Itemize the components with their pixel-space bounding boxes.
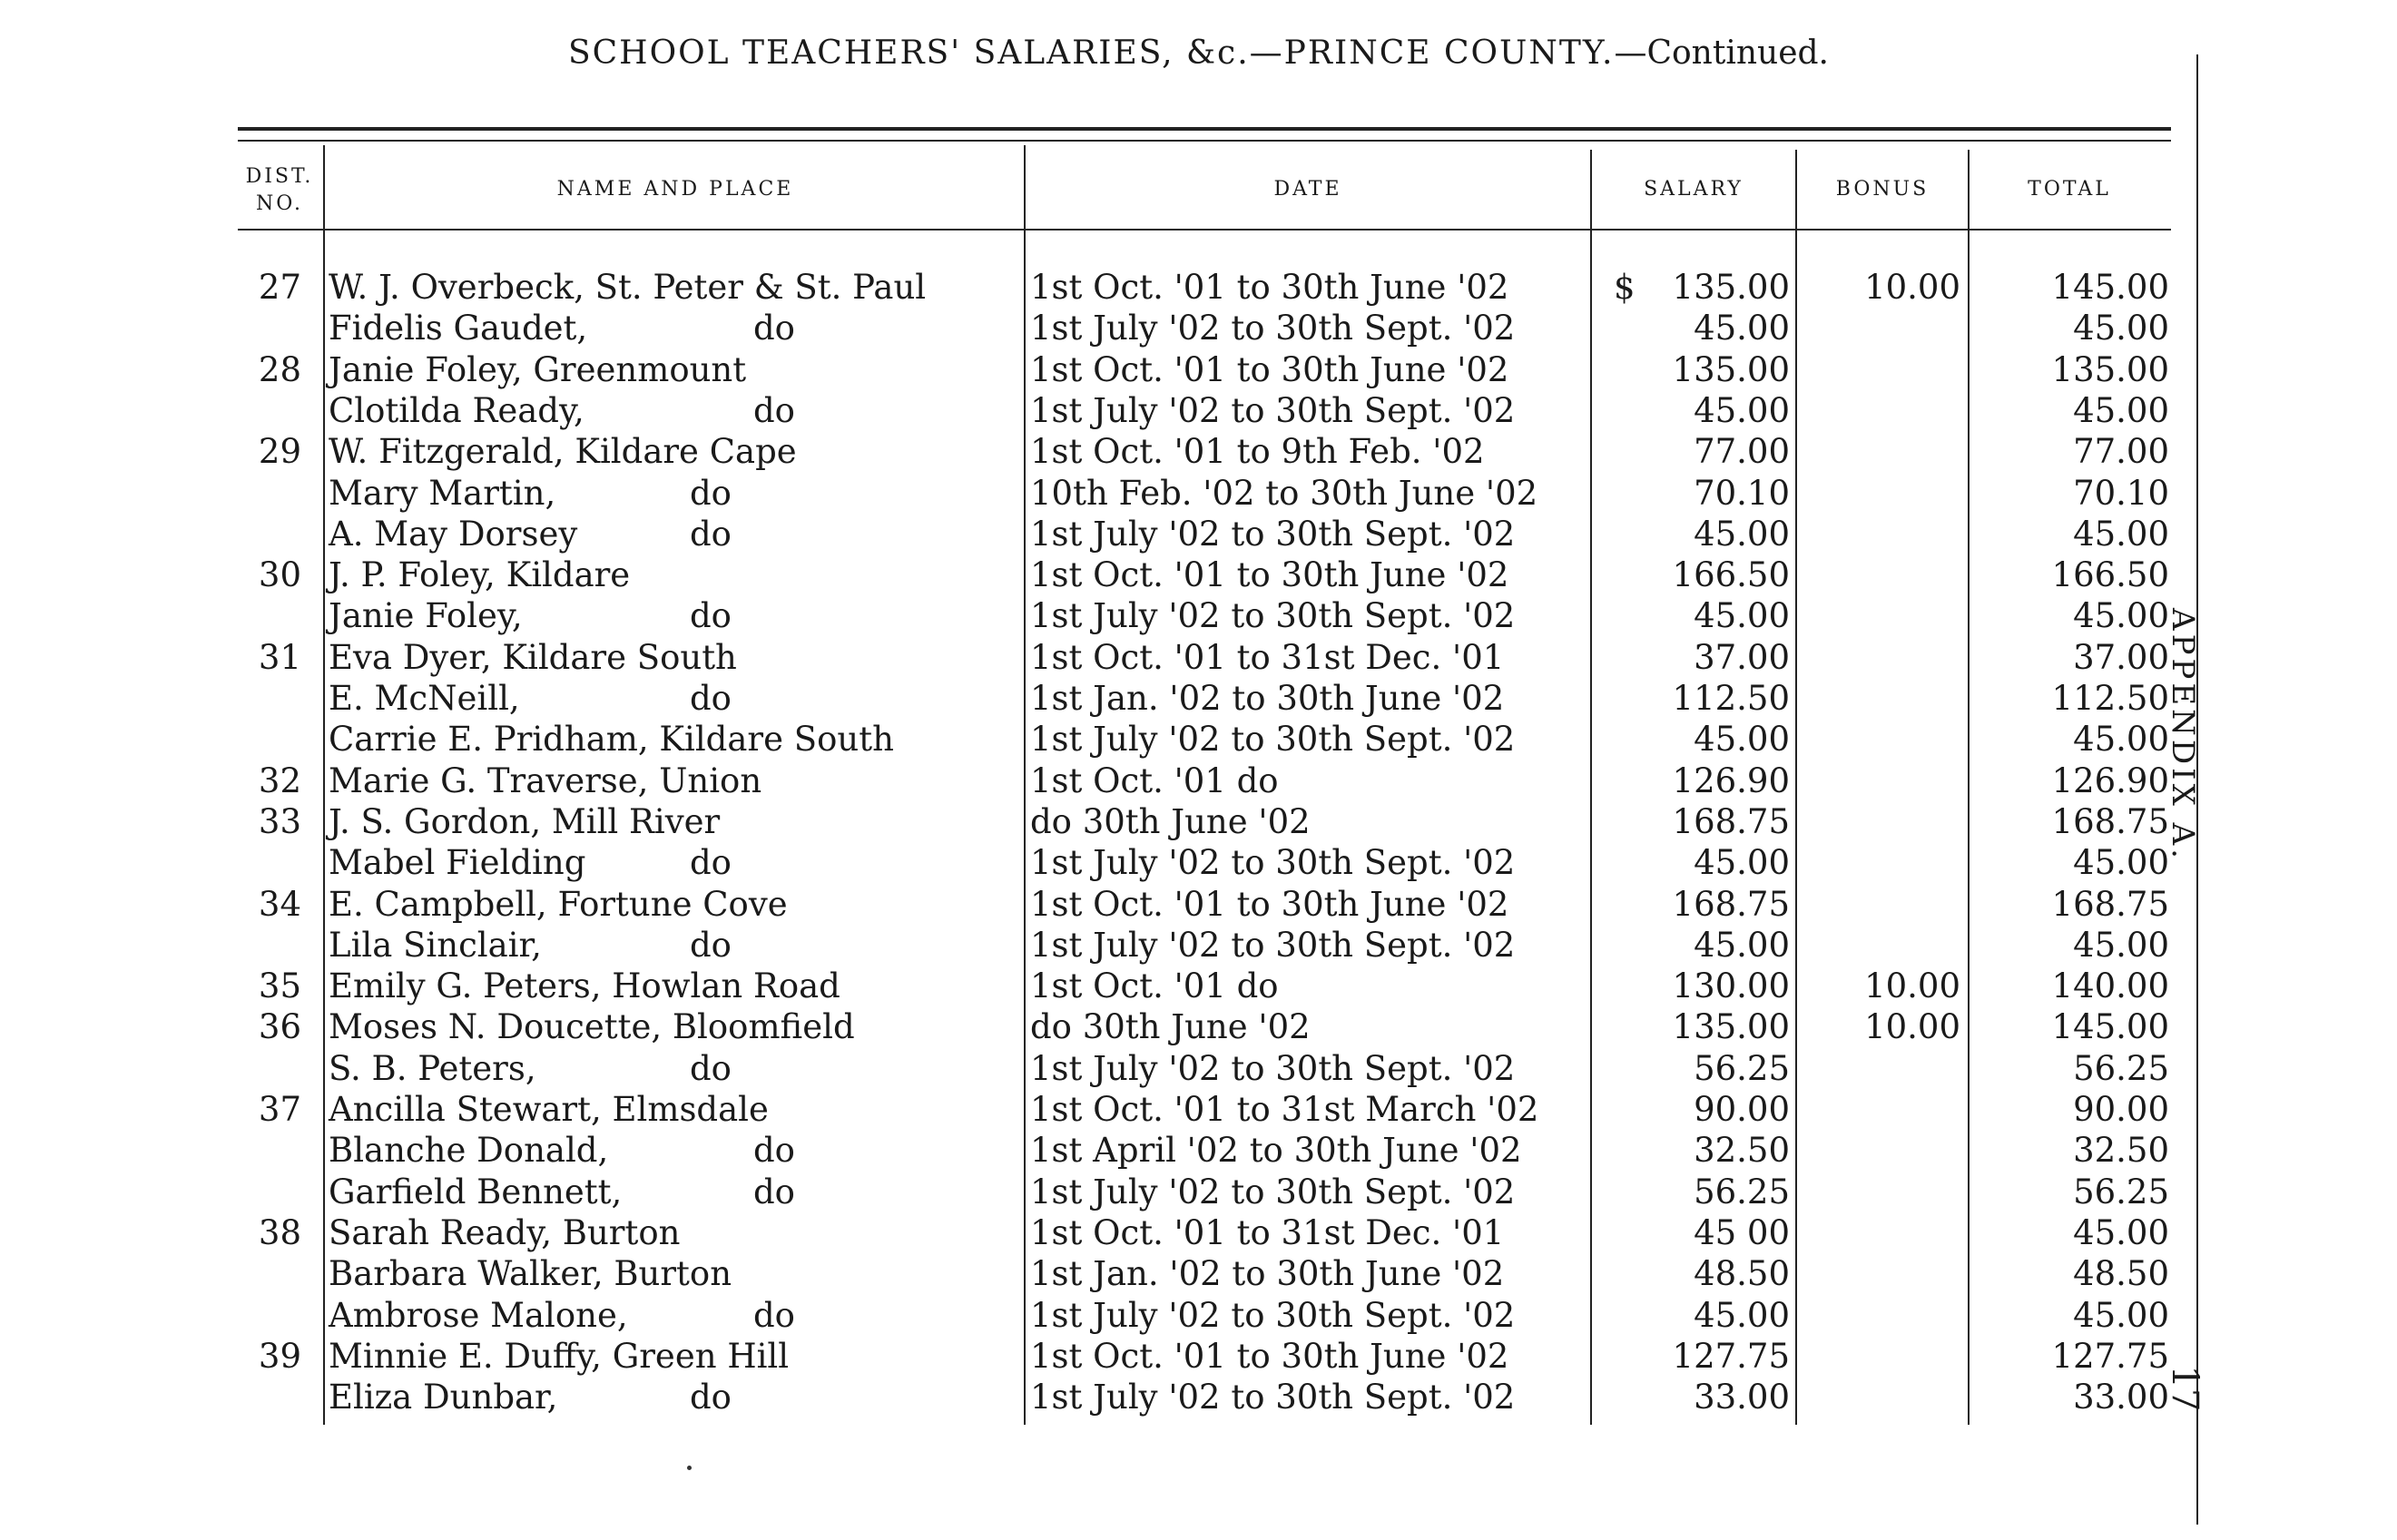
table-row [0, 474, 2397, 515]
table-row [0, 309, 2397, 349]
place-cell: do [690, 679, 732, 718]
appendix-label: APPENDIX A. [2165, 608, 2201, 862]
salary-cell: 45.00 [1694, 596, 1790, 635]
date-cell: 1st Oct. '01 to 30th June '02 [1030, 555, 1509, 594]
table-row [0, 555, 2397, 596]
total-cell: 56.25 [2073, 1172, 2169, 1211]
table-row [0, 1213, 2397, 1254]
name-cell: Janie Foley, [329, 596, 523, 635]
title-continued: —Continued. [1614, 34, 1830, 72]
date-cell: 1st July '02 to 30th Sept. '02 [1030, 1172, 1516, 1211]
header-name: NAME AND PLACE [556, 178, 794, 201]
date-cell: 10th Feb. '02 to 30th June '02 [1030, 474, 1538, 513]
date-cell: 1st Oct. '01 to 30th June '02 [1030, 350, 1509, 389]
name-cell: Emily G. Peters, Howlan Road [329, 966, 840, 1005]
table-row [0, 720, 2397, 760]
dist-cell: 39 [258, 1337, 301, 1376]
salary-cell: 77.00 [1694, 432, 1790, 471]
total-cell: 32.50 [2073, 1131, 2169, 1170]
name-cell: J. P. Foley, Kildare [329, 555, 631, 594]
bonus-cell: 10.00 [1864, 966, 1960, 1005]
bonus-cell: 10.00 [1864, 1007, 1960, 1046]
name-cell: Eliza Dunbar, [329, 1378, 558, 1417]
dist-cell: 37 [258, 1090, 301, 1129]
salary-cell: 32.50 [1694, 1131, 1790, 1170]
name-cell: Ancilla Stewart, Elmsdale [329, 1090, 769, 1129]
total-cell: 48.50 [2073, 1254, 2169, 1293]
dist-cell: 29 [258, 432, 301, 471]
salary-cell: 168.75 [1672, 802, 1790, 841]
place-cell: do [690, 515, 732, 554]
salary-cell: 135.00 [1672, 350, 1790, 389]
dist-cell: 35 [258, 966, 301, 1005]
salary-cell: 45.00 [1694, 391, 1790, 430]
table-row [0, 1254, 2397, 1295]
total-cell: 70.10 [2073, 474, 2169, 513]
salary-cell: 126.90 [1672, 761, 1790, 800]
header-salary: SALARY [1644, 178, 1744, 201]
salary-cell: 135.00 [1672, 1007, 1790, 1046]
salary-cell: 166.50 [1672, 555, 1790, 594]
place-cell: do [690, 926, 732, 965]
header-total: TOTAL [2028, 178, 2111, 201]
currency-symbol: $ [1614, 268, 1636, 307]
table-row [0, 966, 2397, 1007]
salary-cell: 90.00 [1694, 1090, 1790, 1129]
total-cell: 112.50 [2051, 679, 2169, 718]
table-row [0, 802, 2397, 843]
salary-cell: 45.00 [1694, 1296, 1790, 1335]
date-cell: 1st July '02 to 30th Sept. '02 [1030, 1296, 1516, 1335]
name-cell: Mabel Fielding [329, 843, 586, 882]
place-cell: do [690, 1378, 732, 1417]
table-row [0, 350, 2397, 391]
date-cell: 1st Oct. '01 to 31st Dec. '01 [1030, 1213, 1505, 1252]
salary-cell: 135.00 [1672, 268, 1790, 307]
date-cell: 1st Oct. '01 to 30th June '02 [1030, 1337, 1509, 1376]
table-row [0, 391, 2397, 432]
total-cell: 127.75 [2051, 1337, 2169, 1376]
dist-cell: 34 [258, 885, 301, 924]
salary-cell: 130.00 [1672, 966, 1790, 1005]
name-cell: Garfield Bennett, [329, 1172, 623, 1211]
total-cell: 145.00 [2051, 1007, 2169, 1046]
date-cell: 1st July '02 to 30th Sept. '02 [1030, 1378, 1516, 1417]
header-dist: DIST. NO. [245, 165, 314, 215]
name-cell: W. Fitzgerald, Kildare Cape [329, 432, 797, 471]
date-cell: 1st Oct. '01 do [1030, 966, 1279, 1005]
salary-cell: 56.25 [1694, 1049, 1790, 1088]
salary-cell: 70.10 [1694, 474, 1790, 513]
table-row [0, 432, 2397, 473]
dist-cell: 33 [258, 802, 301, 841]
top-rule-thick [238, 127, 2171, 131]
place-cell: do [690, 843, 732, 882]
date-cell: 1st July '02 to 30th Sept. '02 [1030, 843, 1516, 882]
dist-cell: 30 [258, 555, 301, 594]
total-cell: 45.00 [2073, 309, 2169, 348]
total-cell: 135.00 [2051, 350, 2169, 389]
header-bonus: BONUS [1835, 178, 1930, 201]
place-cell: do [753, 1296, 795, 1335]
table-row [0, 1007, 2397, 1048]
table-row [0, 596, 2397, 637]
total-cell: 90.00 [2073, 1090, 2169, 1129]
salary-cell: 127.75 [1672, 1337, 1790, 1376]
name-cell: Blanche Donald, [329, 1131, 609, 1170]
name-cell: Eva Dyer, Kildare South [329, 638, 737, 677]
total-cell: 45.00 [2073, 843, 2169, 882]
total-cell: 145.00 [2051, 268, 2169, 307]
name-cell: Lila Sinclair, [329, 926, 542, 965]
name-cell: S. B. Peters, [329, 1049, 536, 1088]
name-cell: Ambrose Malone, [329, 1296, 628, 1335]
table-row [0, 515, 2397, 555]
place-cell: do [690, 1049, 732, 1088]
total-cell: 45.00 [2073, 391, 2169, 430]
total-cell: 77.00 [2073, 432, 2169, 471]
name-cell: A. May Dorsey [329, 515, 578, 554]
bonus-cell: 10.00 [1864, 268, 1960, 307]
table-row [0, 843, 2397, 884]
date-cell: 1st Oct. '01 to 30th June '02 [1030, 268, 1509, 307]
date-cell: do 30th June '02 [1030, 802, 1311, 841]
date-cell: 1st July '02 to 30th Sept. '02 [1030, 391, 1516, 430]
date-cell: 1st July '02 to 30th Sept. '02 [1030, 720, 1516, 759]
place-cell: do [753, 1172, 795, 1211]
dist-cell: 31 [258, 638, 301, 677]
place-cell: do [690, 474, 732, 513]
date-cell: do 30th June '02 [1030, 1007, 1311, 1046]
name-cell: J. S. Gordon, Mill River [329, 802, 721, 841]
table-row [0, 1172, 2397, 1213]
table-row [0, 1131, 2397, 1172]
title-main: SCHOOL TEACHERS' SALARIES, &c.—PRINCE COUNTY. [567, 34, 1615, 72]
table-row [0, 638, 2397, 679]
total-cell: 45.00 [2073, 515, 2169, 554]
salary-cell: 45.00 [1694, 926, 1790, 965]
dist-cell: 38 [258, 1213, 301, 1252]
table-row [0, 885, 2397, 926]
dist-cell: 32 [258, 761, 301, 800]
total-cell: 168.75 [2051, 802, 2169, 841]
total-cell: 37.00 [2073, 638, 2169, 677]
total-cell: 126.90 [2051, 761, 2169, 800]
date-cell: 1st July '02 to 30th Sept. '02 [1030, 596, 1516, 635]
total-cell: 45.00 [2073, 1213, 2169, 1252]
salary-cell: 45.00 [1694, 720, 1790, 759]
name-cell: E. Campbell, Fortune Cove [329, 885, 788, 924]
date-cell: 1st July '02 to 30th Sept. '02 [1030, 515, 1516, 554]
total-cell: 45.00 [2073, 720, 2169, 759]
stray-dot [687, 1466, 692, 1470]
name-cell: Fidelis Gaudet, [329, 309, 588, 348]
salary-cell: 168.75 [1672, 885, 1790, 924]
page-title [0, 34, 2397, 72]
salary-cell: 56.25 [1694, 1172, 1790, 1211]
date-cell: 1st July '02 to 30th Sept. '02 [1030, 926, 1516, 965]
place-cell: do [753, 391, 795, 430]
salary-cell: 45.00 [1694, 515, 1790, 554]
name-cell: Carrie E. Pridham, Kildare South [329, 720, 894, 759]
total-cell: 33.00 [2073, 1378, 2169, 1417]
salary-cell: 112.50 [1672, 679, 1790, 718]
name-cell: Minnie E. Duffy, Green Hill [329, 1337, 790, 1376]
date-cell: 1st July '02 to 30th Sept. '02 [1030, 1049, 1516, 1088]
table-row [0, 1090, 2397, 1131]
table-row [0, 1378, 2397, 1418]
salary-cell: 45.00 [1694, 309, 1790, 348]
date-cell: 1st Jan. '02 to 30th June '02 [1030, 1254, 1505, 1293]
salary-cell: 45 00 [1694, 1213, 1790, 1252]
table-row [0, 1049, 2397, 1090]
table-row [0, 761, 2397, 802]
salary-cell: 48.50 [1694, 1254, 1790, 1293]
total-cell: 168.75 [2051, 885, 2169, 924]
table-row [0, 926, 2397, 966]
place-cell: do [753, 309, 795, 348]
date-cell: 1st July '02 to 30th Sept. '02 [1030, 309, 1516, 348]
top-rule-thin [238, 140, 2171, 142]
name-cell: Janie Foley, Greenmount [329, 350, 747, 389]
date-cell: 1st Oct. '01 to 30th June '02 [1030, 885, 1509, 924]
dist-cell: 27 [258, 268, 301, 307]
total-cell: 45.00 [2073, 596, 2169, 635]
date-cell: 1st Oct. '01 to 9th Feb. '02 [1030, 432, 1485, 471]
salary-cell: 45.00 [1694, 843, 1790, 882]
name-cell: Moses N. Doucette, Bloomfield [329, 1007, 855, 1046]
name-cell: Marie G. Traverse, Union [329, 761, 762, 800]
name-cell: Sarah Ready, Burton [329, 1213, 681, 1252]
name-cell: Mary Martin, [329, 474, 556, 513]
name-cell: Barbara Walker, Burton [329, 1254, 732, 1293]
page-number: 17 [2164, 1365, 2205, 1412]
table-row [0, 679, 2397, 720]
dist-cell: 36 [258, 1007, 301, 1046]
total-cell: 45.00 [2073, 926, 2169, 965]
date-cell: 1st Oct. '01 do [1030, 761, 1279, 800]
header-date: DATE [1273, 178, 1342, 201]
name-cell: W. J. Overbeck, St. Peter & St. Paul [329, 268, 927, 307]
table-row [0, 1296, 2397, 1337]
salary-cell: 33.00 [1694, 1378, 1790, 1417]
total-cell: 56.25 [2073, 1049, 2169, 1088]
name-cell: Clotilda Ready, [329, 391, 585, 430]
table-row [0, 268, 2397, 309]
table-row [0, 1337, 2397, 1378]
total-cell: 45.00 [2073, 1296, 2169, 1335]
header-rule [238, 229, 2171, 231]
dist-cell: 28 [258, 350, 301, 389]
date-cell: 1st April '02 to 30th June '02 [1030, 1131, 1522, 1170]
date-cell: 1st Jan. '02 to 30th June '02 [1030, 679, 1505, 718]
place-cell: do [690, 596, 732, 635]
date-cell: 1st Oct. '01 to 31st March '02 [1030, 1090, 1539, 1129]
name-cell: E. McNeill, [329, 679, 520, 718]
place-cell: do [753, 1131, 795, 1170]
date-cell: 1st Oct. '01 to 31st Dec. '01 [1030, 638, 1505, 677]
salary-cell: 37.00 [1694, 638, 1790, 677]
total-cell: 166.50 [2051, 555, 2169, 594]
total-cell: 140.00 [2051, 966, 2169, 1005]
